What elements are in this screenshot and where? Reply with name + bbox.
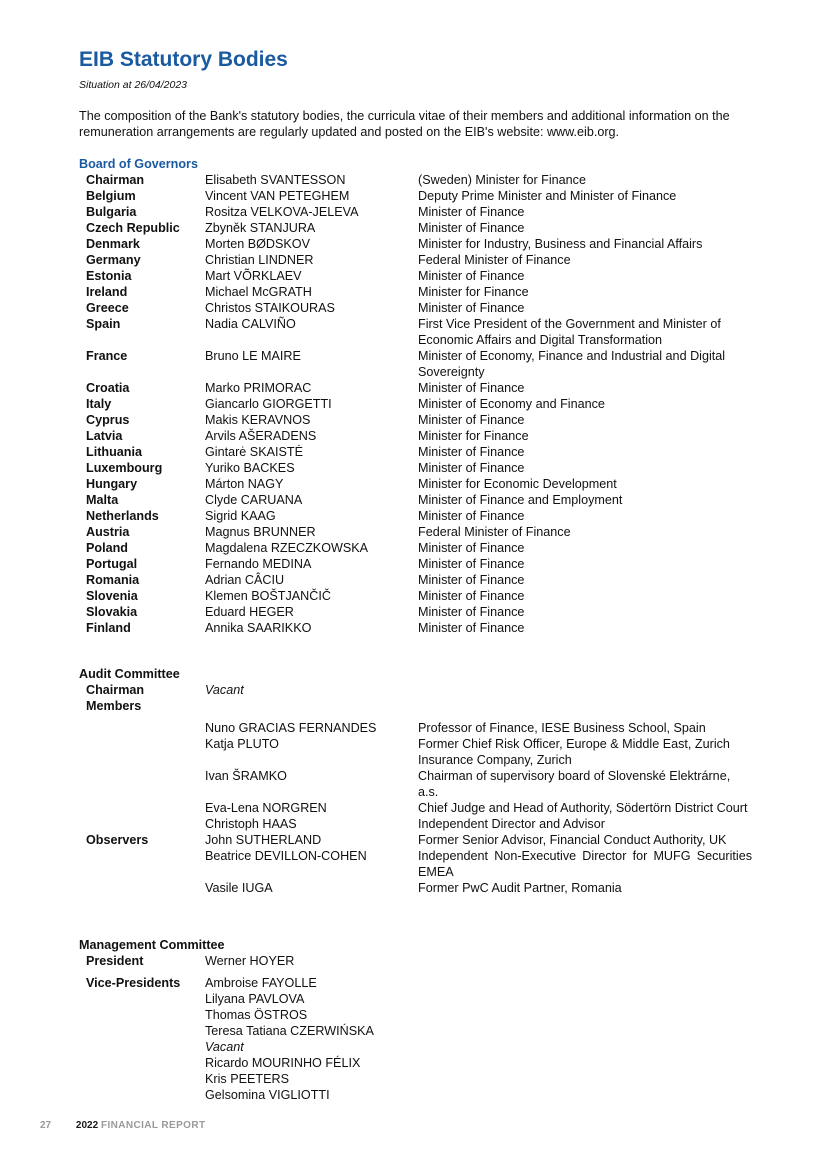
member-position: Chief Judge and Head of Authority, Södertörn District Court xyxy=(418,801,748,815)
governor-name: Clyde CARUANA xyxy=(205,493,303,507)
governor-row xyxy=(79,300,779,316)
governor-row xyxy=(79,396,779,412)
audit-observer-row xyxy=(79,880,779,896)
governor-name: Christos STAIKOURAS xyxy=(205,301,335,315)
governor-name: Nadia CALVIÑO xyxy=(205,317,296,331)
governor-position: Deputy Prime Minister and Minister of Finance xyxy=(418,189,677,203)
governor-row xyxy=(79,540,779,556)
governor-country: Austria xyxy=(86,525,130,539)
governor-name: Vincent VAN PETEGHEM xyxy=(205,189,350,203)
governor-position: Minister of Finance xyxy=(418,589,525,603)
governor-position: Minister of Finance xyxy=(418,381,525,395)
vice-president-name: Thomas ÖSTROS xyxy=(205,1008,308,1022)
governor-row xyxy=(79,572,779,588)
governor-row xyxy=(79,460,779,476)
management-committee-section xyxy=(79,937,779,1103)
governor-row xyxy=(79,524,779,540)
board-of-governors-section xyxy=(79,156,779,636)
governor-country: Luxembourg xyxy=(86,461,163,475)
governor-position: Minister of Finance and Employment xyxy=(418,493,623,507)
row-label: Vice-Presidents xyxy=(86,976,181,990)
vice-president-name: Ricardo MOURINHO FÉLIX xyxy=(205,1056,361,1070)
governor-country: Slovakia xyxy=(86,605,138,619)
observer-position: Former Senior Advisor, Financial Conduct Authority, UK xyxy=(418,833,727,847)
governor-row xyxy=(79,604,779,620)
governor-row xyxy=(79,188,779,204)
governor-position: Minister of Finance xyxy=(418,413,525,427)
page-number: 27 xyxy=(40,1120,52,1131)
page-footer xyxy=(40,1119,206,1133)
governor-country: Ireland xyxy=(86,285,128,299)
governor-position: Minister for Industry, Business and Financial Affairs xyxy=(418,237,703,251)
audit-member-row xyxy=(79,800,779,816)
governor-row xyxy=(79,220,779,236)
member-name: Christoph HAAS xyxy=(205,817,297,831)
governor-country: Spain xyxy=(86,317,121,331)
governor-row xyxy=(79,588,779,604)
governor-position: Minister of Finance xyxy=(418,445,525,459)
governor-position: Minister of Finance xyxy=(418,557,525,571)
page-title: EIB Statutory Bodies xyxy=(79,48,288,71)
governor-country: Hungary xyxy=(86,477,138,491)
governor-country: Slovenia xyxy=(86,589,138,603)
governor-name: Makis KERAVNOS xyxy=(205,413,311,427)
governor-country: Belgium xyxy=(86,189,136,203)
governor-row xyxy=(79,316,779,348)
governor-country: Chairman xyxy=(86,173,145,187)
governor-position: Minister of Finance xyxy=(418,541,525,555)
governor-name: Adrian CÂCIU xyxy=(205,573,285,587)
audit-members-list xyxy=(79,720,779,832)
audit-member-row xyxy=(79,816,779,832)
governor-position: Minister of Finance xyxy=(418,573,525,587)
row-name: Werner HOYER xyxy=(205,954,295,968)
vice-president-name: Lilyana PAVLOVA xyxy=(205,992,305,1006)
governor-name: Christian LINDNER xyxy=(205,253,314,267)
governor-position: Minister of Finance xyxy=(418,269,525,283)
governor-name: Zbyněk STANJURA xyxy=(205,221,316,235)
governor-position: Federal Minister of Finance xyxy=(418,525,571,539)
governor-name: Magdalena RZECZKOWSKA xyxy=(205,541,369,555)
audit-member-row xyxy=(79,768,779,800)
governor-name: Magnus BRUNNER xyxy=(205,525,316,539)
governor-name: Yuriko BACKES xyxy=(205,461,295,475)
management-committee-heading: Management Committee xyxy=(79,938,225,952)
governor-country: Cyprus xyxy=(86,413,130,427)
governor-country: Finland xyxy=(86,621,131,635)
governor-row xyxy=(79,268,779,284)
audit-observer-row xyxy=(79,832,779,848)
vice-president-name: Teresa Tatiana CZERWIŃSKA xyxy=(205,1024,374,1038)
governor-position: Federal Minister of Finance xyxy=(418,253,571,267)
intro-paragraph: The composition of the Bank's statutory bodies, the curricula vitae of their members and additional information on the remuneration arrangements are regularly updated and posted on the EIB's website: www.eib.org. xyxy=(79,109,730,139)
governor-position: Minister for Finance xyxy=(418,429,529,443)
row-label: Members xyxy=(86,699,142,713)
governor-name: Elisabeth SVANTESSON xyxy=(205,173,346,187)
audit-members-label-row xyxy=(79,698,779,714)
governor-name: Bruno LE MAIRE xyxy=(205,349,301,363)
governor-country: Bulgaria xyxy=(86,205,137,219)
audit-chairman-row xyxy=(79,682,779,698)
vice-president-name: Vacant xyxy=(205,1040,244,1054)
vice-president-name: Gelsomina VIGLIOTTI xyxy=(205,1088,330,1102)
member-name: Katja PLUTO xyxy=(205,737,279,751)
vice-presidents-list xyxy=(205,975,779,1103)
governor-country: Netherlands xyxy=(86,509,159,523)
governor-country: Denmark xyxy=(86,237,140,251)
audit-committee-section xyxy=(79,666,779,896)
governor-country: Latvia xyxy=(86,429,123,443)
governor-country: Greece xyxy=(86,301,129,315)
governor-country: France xyxy=(86,349,128,363)
governor-row xyxy=(79,172,779,188)
audit-member-row xyxy=(79,736,779,768)
governor-position: Minister of Finance xyxy=(418,605,525,619)
observer-name: Vasile IUGA xyxy=(205,881,273,895)
audit-observers-list xyxy=(79,832,779,896)
observer-name: Beatrice DEVILLON-COHEN xyxy=(205,849,367,863)
governor-position: Minister of Finance xyxy=(418,221,525,235)
governor-country: Estonia xyxy=(86,269,132,283)
governor-name: Giancarlo GIORGETTI xyxy=(205,397,332,411)
governor-name: Klemen BOŠTJANČIČ xyxy=(205,589,331,603)
governor-name: Márton NAGY xyxy=(205,477,284,491)
vice-presidents-row xyxy=(79,975,779,1103)
governor-name: Sigrid KAAG xyxy=(205,509,276,523)
governor-name: Fernando MEDINA xyxy=(205,557,312,571)
governor-row xyxy=(79,428,779,444)
observer-name: John SUTHERLAND xyxy=(205,833,322,847)
governor-country: Lithuania xyxy=(86,445,142,459)
governor-position: Minister of Finance xyxy=(418,509,525,523)
governor-position: Minister of Finance xyxy=(418,461,525,475)
vice-president-name: Kris PEETERS xyxy=(205,1072,289,1086)
member-position: Former Chief Risk Officer, Europe & Middle East, Zurich Insurance Company, Zurich xyxy=(418,737,730,767)
governor-country: Portugal xyxy=(86,557,138,571)
governor-row xyxy=(79,252,779,268)
governor-row xyxy=(79,412,779,428)
governor-position: First Vice President of the Government and Minister of Economic Affairs and Digital Transformation xyxy=(418,317,721,347)
governor-row xyxy=(79,348,779,380)
governor-row xyxy=(79,236,779,252)
governor-name: Rositza VELKOVA-JELEVA xyxy=(205,205,359,219)
governor-name: Eduard HEGER xyxy=(205,605,294,619)
governor-name: Annika SAARIKKO xyxy=(205,621,312,635)
governor-country: Czech Republic xyxy=(86,221,180,235)
governor-row xyxy=(79,620,779,636)
governor-name: Michael McGRATH xyxy=(205,285,312,299)
governor-country: Germany xyxy=(86,253,141,267)
observer-position: Former PwC Audit Partner, Romania xyxy=(418,881,622,895)
report-name: FINANCIAL REPORT xyxy=(100,1120,206,1131)
governor-row xyxy=(79,508,779,524)
governor-position: Minister of Finance xyxy=(418,301,525,315)
audit-observer-row xyxy=(79,848,779,880)
report-year: 2022 xyxy=(75,1120,99,1131)
governor-name: Gintarė SKAISTĖ xyxy=(205,445,303,459)
governor-position: Minister for Finance xyxy=(418,285,529,299)
row-name: Vacant xyxy=(205,683,244,697)
member-name: Eva-Lena NORGREN xyxy=(205,801,327,815)
board-of-governors-heading: Board of Governors xyxy=(79,157,198,171)
governor-row xyxy=(79,476,779,492)
situation-date: Situation at 26/04/2023 xyxy=(79,79,188,91)
governor-country: Poland xyxy=(86,541,128,555)
governor-position: Minister of Finance xyxy=(418,205,525,219)
governor-country: Croatia xyxy=(86,381,130,395)
governor-position: (Sweden) Minister for Finance xyxy=(418,173,586,187)
row-label: Chairman xyxy=(86,683,145,697)
member-position: Chairman of supervisory board of Slovenské Elektrárne, a.s. xyxy=(418,769,731,799)
observers-label: Observers xyxy=(86,833,149,847)
audit-committee-heading: Audit Committee xyxy=(79,667,180,681)
governor-name: Arvils AŠERADENS xyxy=(205,429,317,443)
governor-country: Romania xyxy=(86,573,140,587)
governor-country: Malta xyxy=(86,493,119,507)
governor-name: Morten BØDSKOV xyxy=(205,237,310,251)
governor-name: Mart VÕRKLAEV xyxy=(205,269,302,283)
president-row xyxy=(79,953,779,969)
governor-row xyxy=(79,284,779,300)
row-label: President xyxy=(86,954,144,968)
governor-row xyxy=(79,444,779,460)
member-position: Independent Director and Advisor xyxy=(418,817,605,831)
vice-president-name: Ambroise FAYOLLE xyxy=(205,976,317,990)
member-position: Professor of Finance, IESE Business School, Spain xyxy=(418,721,706,735)
governor-row xyxy=(79,492,779,508)
governor-name: Marko PRIMORAC xyxy=(205,381,312,395)
governor-row xyxy=(79,556,779,572)
observer-position: Independent Non-Executive Director for MUFG Securities EMEA xyxy=(418,849,752,879)
governor-position: Minister for Economic Development xyxy=(418,477,617,491)
governor-country: Italy xyxy=(86,397,112,411)
governor-row xyxy=(79,380,779,396)
member-name: Ivan ŠRAMKO xyxy=(205,769,287,783)
audit-member-row xyxy=(79,720,779,736)
governor-position: Minister of Economy and Finance xyxy=(418,397,605,411)
governors-list xyxy=(79,172,779,636)
governor-position: Minister of Economy, Finance and Industrial and Digital Sovereignty xyxy=(418,349,726,379)
governor-position: Minister of Finance xyxy=(418,621,525,635)
governor-row xyxy=(79,204,779,220)
member-name: Nuno GRACIAS FERNANDES xyxy=(205,721,377,735)
